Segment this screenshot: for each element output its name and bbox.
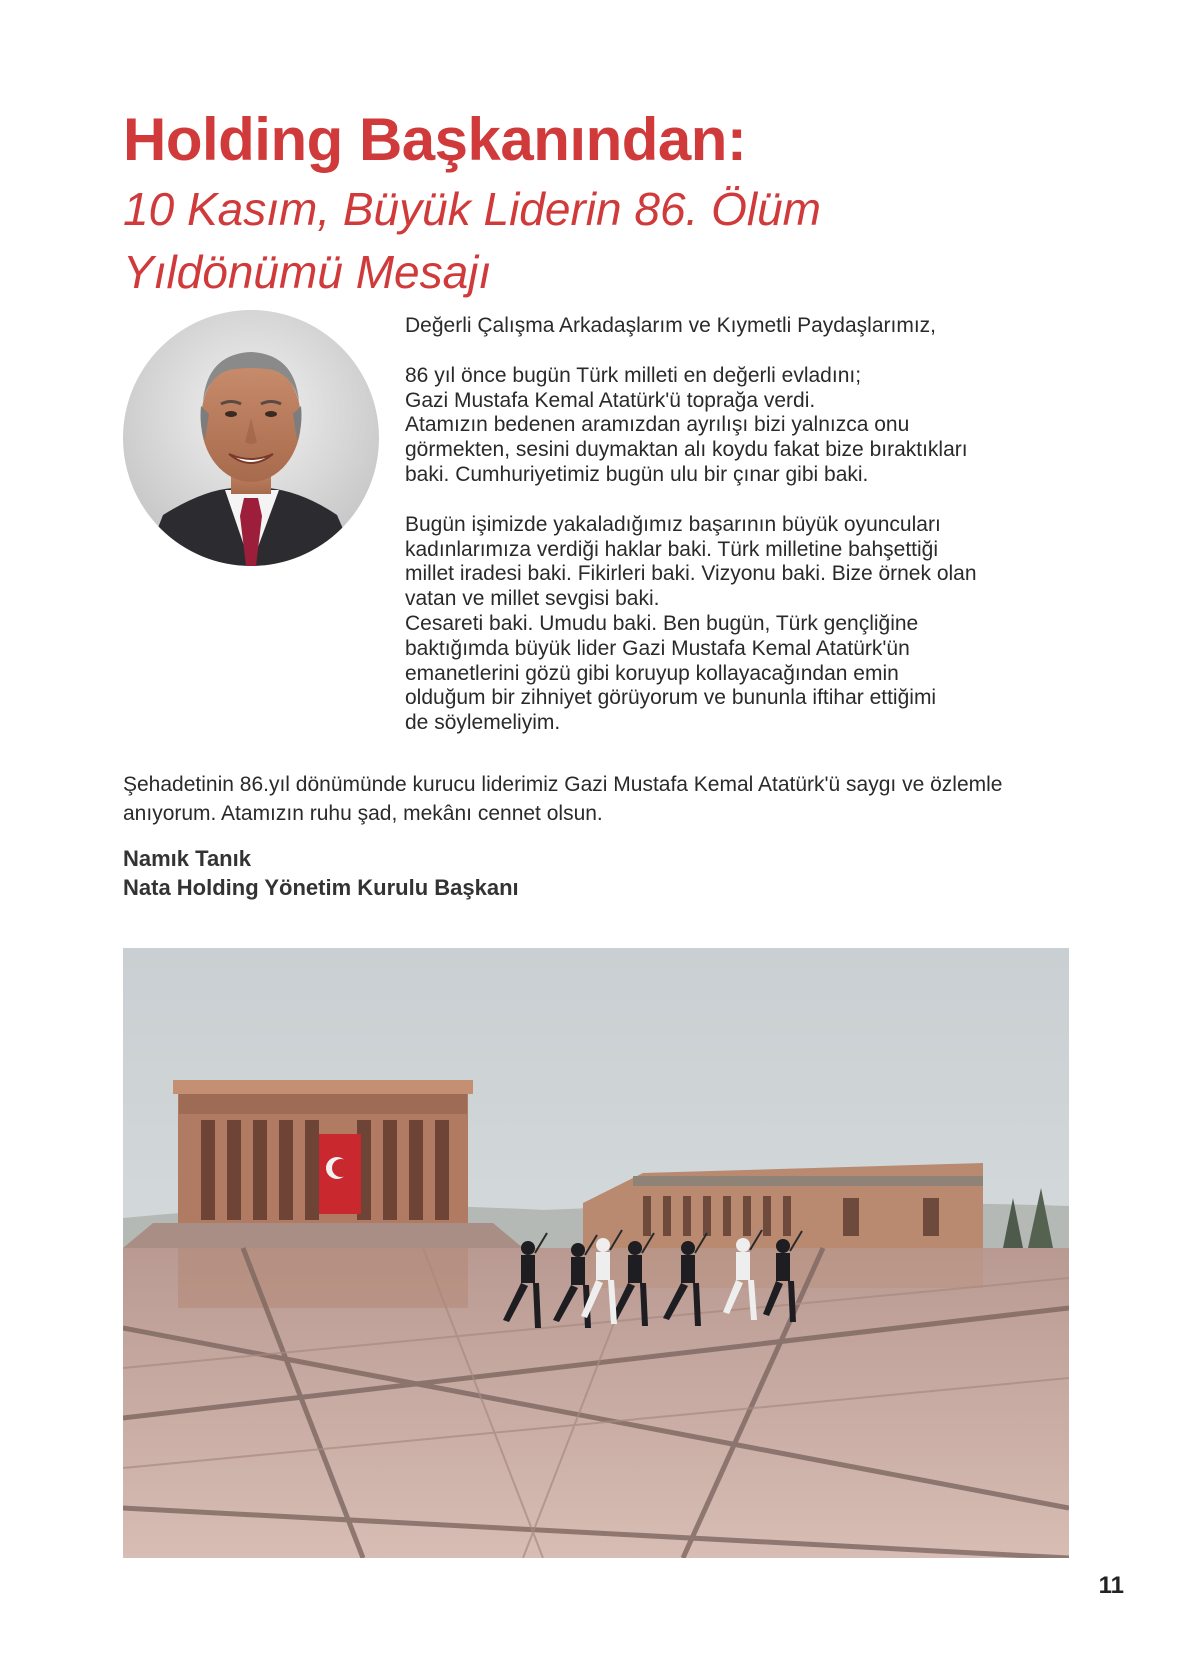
letter-line: de söylemeliyim.	[405, 711, 561, 735]
letter-salutation: Değerli Çalışma Arkadaşlarım ve Kıymetli Paydaşlarımız,	[405, 314, 936, 337]
letter-line: 86 yıl önce bugün Türk milleti en değerli evladını;	[405, 363, 862, 387]
letter-line: görmekten, sesini duymaktan alı koydu fakat bize bıraktıkları	[405, 438, 968, 462]
letter-line: kadınlarımıza verdiği haklar baki. Türk milletine bahşettiği	[405, 537, 939, 561]
anitkabir-illustration	[123, 948, 1069, 1558]
letter-line: emanetlerini gözü gibi koruyup kollayacağından emin	[405, 661, 899, 685]
letter-line: Cesareti baki. Umudu baki. Ben bugün, Türk gençliğine	[405, 611, 919, 635]
closing-paragraph: Şehadetinin 86.yıl dönümünde kurucu liderimiz Gazi Mustafa Kemal Atatürk'ü saygı ve özlemle anıyorum. Atamızın ruhu şad, mekânı cennet olsun.	[123, 773, 1003, 825]
letter-line: Gazi Mustafa Kemal Atatürk'ü toprağa verdi.	[405, 388, 816, 412]
letter-paragraph-1	[405, 364, 1075, 488]
page-number: 11	[1098, 1572, 1124, 1599]
letter-line: Bugün işimizde yakaladığımız başarının büyük oyuncuları	[405, 512, 941, 536]
letter-line: olduğum bir zihniyet görüyorum ve bununla iftihar ettiğimi	[405, 686, 937, 710]
letter-line: vatan ve millet sevgisi baki.	[405, 587, 660, 611]
signature-name: Namık Tanık	[123, 846, 251, 871]
letter-line: baki. Cumhuriyetimiz bugün ulu bir çınar gibi baki.	[405, 462, 869, 486]
letter-line: baktığımda büyük lider Gazi Mustafa Kemal Atatürk'ün	[405, 636, 910, 660]
portrait-illustration	[123, 310, 379, 566]
letter-body	[405, 314, 1075, 736]
page-subtitle	[123, 178, 1023, 304]
subtitle-line-2: Yıldönümü Mesajı	[123, 246, 492, 298]
signature-block	[123, 844, 519, 902]
letter-line: millet iradesi baki. Fikirleri baki. Vizyonu baki. Bize örnek olan	[405, 562, 977, 586]
anitkabir-photo	[123, 948, 1069, 1558]
subtitle-line-1: 10 Kasım, Büyük Liderin 86. Ölüm	[123, 183, 821, 235]
signature-position: Nata Holding Yönetim Kurulu Başkanı	[123, 875, 519, 900]
letter-paragraph-2	[405, 513, 1075, 736]
letter-line: Atamızın bedenen aramızdan ayrılışı bizi yalnızca onu	[405, 413, 910, 437]
chairman-portrait	[123, 310, 379, 566]
page-title: Holding Başkanından:	[123, 106, 747, 173]
